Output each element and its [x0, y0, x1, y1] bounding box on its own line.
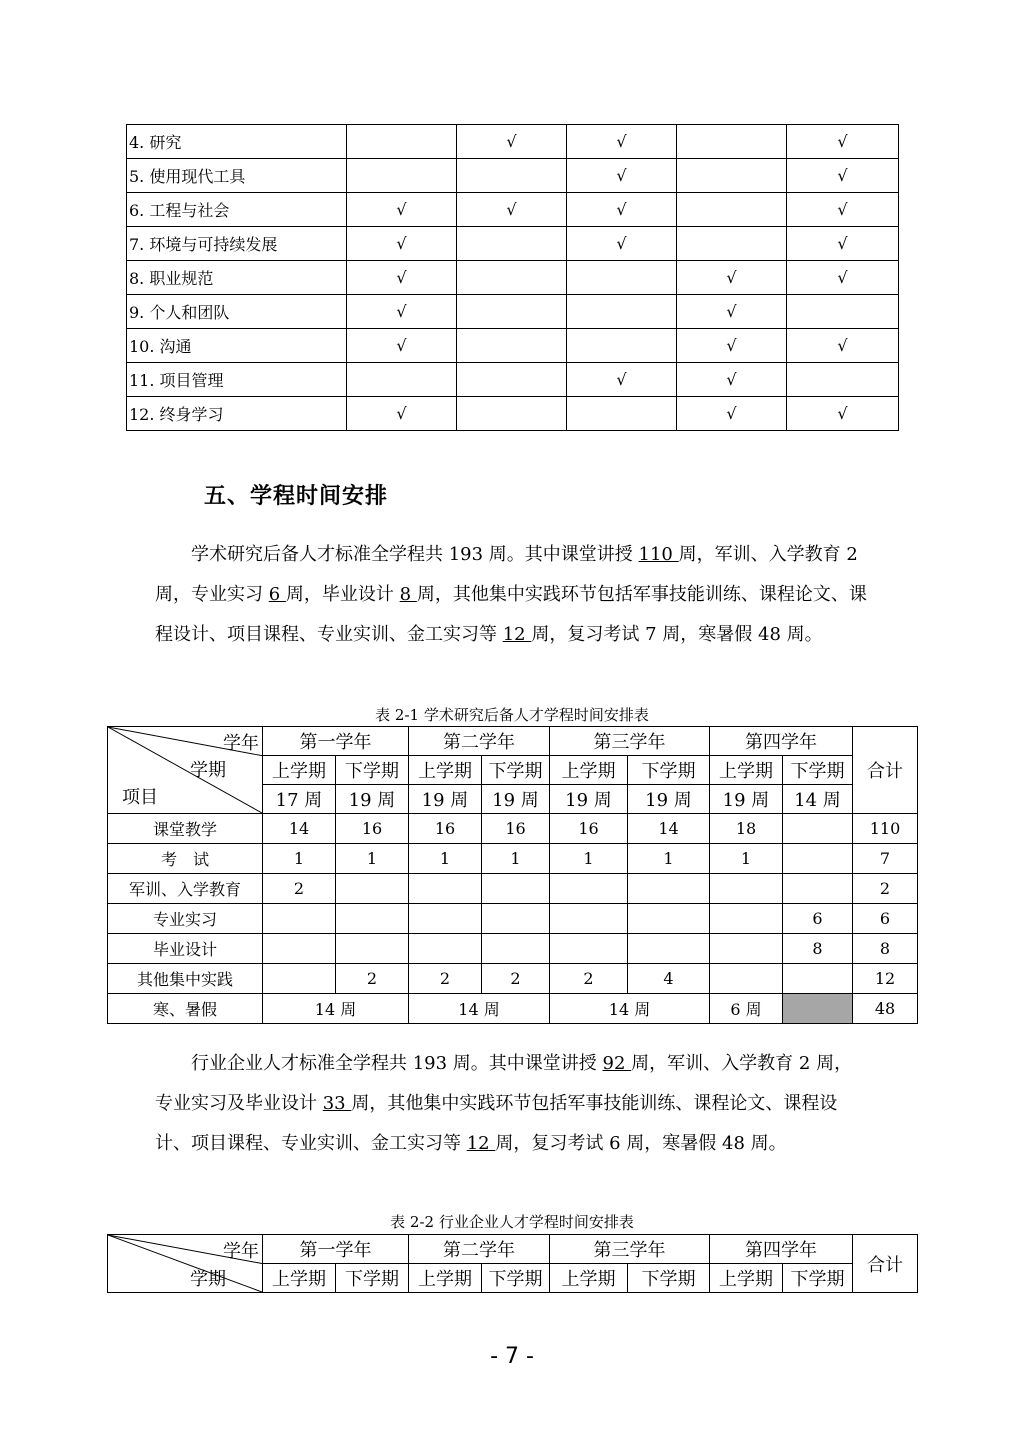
check-mark-cell: √ [787, 193, 899, 227]
year-header: 第二学年 [409, 1235, 550, 1264]
row-label: 寒、暑假 [108, 994, 263, 1024]
value-cell: 1 [336, 844, 409, 874]
check-mark-cell: √ [677, 261, 787, 295]
check-mark-cell [347, 363, 457, 397]
corner-label-item: 项目 [122, 787, 158, 808]
value-cell [783, 874, 853, 904]
check-mark-cell [567, 329, 677, 363]
outcome-label: 8. 职业规范 [127, 261, 347, 295]
term-header: 上学期 [710, 756, 783, 785]
value-cell [710, 934, 783, 964]
check-mark-cell [787, 363, 899, 397]
check-mark-cell [567, 397, 677, 431]
check-mark-cell [787, 295, 899, 329]
value-cell [409, 904, 482, 934]
year-header: 第三学年 [550, 727, 710, 756]
check-mark-cell [677, 159, 787, 193]
value-cell [550, 904, 628, 934]
value-cell [336, 934, 409, 964]
vacation-value-cell: 14 周 [550, 994, 710, 1024]
check-mark-cell: √ [787, 125, 899, 159]
value-cell: 2 [550, 964, 628, 994]
check-mark-cell [457, 329, 567, 363]
outcome-row [127, 227, 899, 261]
check-mark-cell [457, 159, 567, 193]
value-cell [336, 904, 409, 934]
week-count-header: 17 周 [263, 785, 336, 814]
check-mark-cell [677, 227, 787, 261]
row-total: 12 [853, 964, 918, 994]
check-mark-cell: √ [677, 363, 787, 397]
table-row [108, 934, 918, 964]
week-count-header: 19 周 [628, 785, 710, 814]
check-mark-cell [567, 295, 677, 329]
check-mark-cell [677, 125, 787, 159]
value-cell: 16 [409, 814, 482, 844]
value-cell: 8 [783, 934, 853, 964]
value-cell [710, 874, 783, 904]
table2-corner-cell [108, 1235, 263, 1293]
value-cell [263, 934, 336, 964]
check-mark-cell: √ [347, 261, 457, 295]
corner-label-year: 学年 [223, 1241, 259, 1262]
table-row-vacation [108, 994, 918, 1024]
check-mark-cell [567, 261, 677, 295]
value-cell [263, 904, 336, 934]
outcome-row [127, 295, 899, 329]
table2-caption: 表 2-2 行业企业人才学程时间安排表 [390, 1213, 634, 1231]
outcome-label: 10. 沟通 [127, 329, 347, 363]
outcome-row [127, 397, 899, 431]
outcome-row [127, 261, 899, 295]
check-mark-cell [347, 159, 457, 193]
outcome-label: 11. 项目管理 [127, 363, 347, 397]
check-mark-cell: √ [787, 261, 899, 295]
row-label: 考 试 [108, 844, 263, 874]
outcome-row [127, 125, 899, 159]
value-cell [409, 934, 482, 964]
value-cell: 2 [409, 964, 482, 994]
check-mark-cell: √ [677, 295, 787, 329]
check-mark-cell [677, 193, 787, 227]
row-label: 其他集中实践 [108, 964, 263, 994]
check-mark-cell: √ [457, 193, 567, 227]
year-header: 第四学年 [710, 727, 853, 756]
row-label: 毕业设计 [108, 934, 263, 964]
value-cell: 2 [263, 874, 336, 904]
check-mark-cell: √ [567, 125, 677, 159]
year-header: 第一学年 [263, 727, 409, 756]
value-cell: 1 [550, 844, 628, 874]
term-header: 下学期 [336, 756, 409, 785]
value-cell: 1 [710, 844, 783, 874]
table-row [108, 964, 918, 994]
value-cell [409, 874, 482, 904]
paragraph-academic-track: 学术研究后备人才标准全学程共 193 周。其中课堂讲授 110 周，军训、入学教育 2 周，专业实习 6 周，毕业设计 8 周，其他集中实践环节包括军事技能训练、课程论文、课程设计、项目课程、专业实训、金工实习等 12 周，复习考试 7 周，寒暑假 48 周。 [155, 544, 867, 645]
corner-label-term: 学期 [190, 760, 226, 781]
table-row [108, 814, 918, 844]
term-header: 上学期 [550, 1264, 628, 1293]
total-header: 合计 [853, 727, 918, 814]
term-header: 上学期 [263, 756, 336, 785]
value-cell [628, 904, 710, 934]
value-cell: 2 [482, 964, 550, 994]
outcome-row [127, 363, 899, 397]
value-cell [336, 874, 409, 904]
total-header: 合计 [853, 1235, 918, 1293]
outcome-label: 4. 研究 [127, 125, 347, 159]
row-label: 军训、入学教育 [108, 874, 263, 904]
term-header: 下学期 [628, 1264, 710, 1293]
vacation-value-cell: 14 周 [409, 994, 550, 1024]
schedule-table-academic [107, 726, 918, 1024]
value-cell: 1 [482, 844, 550, 874]
row-total: 110 [853, 814, 918, 844]
table1-corner-cell [108, 727, 263, 814]
value-cell [482, 904, 550, 934]
value-cell [710, 964, 783, 994]
check-mark-cell: √ [347, 193, 457, 227]
value-cell [482, 874, 550, 904]
term-header: 下学期 [336, 1264, 409, 1293]
vacation-value-cell: 6 周 [710, 994, 783, 1024]
outcome-label: 7. 环境与可持续发展 [127, 227, 347, 261]
term-header: 下学期 [482, 1264, 550, 1293]
check-mark-cell: √ [787, 159, 899, 193]
value-cell: 6 [783, 904, 853, 934]
table-row [108, 874, 918, 904]
value-cell: 1 [628, 844, 710, 874]
week-count-header: 19 周 [710, 785, 783, 814]
check-mark-cell: √ [347, 227, 457, 261]
value-cell [263, 964, 336, 994]
check-mark-cell: √ [567, 363, 677, 397]
value-cell: 16 [482, 814, 550, 844]
row-label: 课堂教学 [108, 814, 263, 844]
check-mark-cell: √ [787, 329, 899, 363]
section-heading: 五、学程时间安排 [204, 484, 389, 509]
check-mark-cell: √ [347, 295, 457, 329]
check-mark-cell: √ [567, 159, 677, 193]
schedule-table-industry [107, 1234, 918, 1293]
row-total: 2 [853, 874, 918, 904]
table-row [108, 904, 918, 934]
value-cell: 16 [336, 814, 409, 844]
value-cell [783, 814, 853, 844]
row-total: 48 [853, 994, 918, 1024]
value-cell [550, 874, 628, 904]
row-total: 7 [853, 844, 918, 874]
check-mark-cell: √ [347, 329, 457, 363]
term-header: 上学期 [409, 1264, 482, 1293]
value-cell [710, 904, 783, 934]
check-mark-cell [457, 227, 567, 261]
outcomes-matrix-table [126, 124, 899, 431]
term-header: 上学期 [550, 756, 628, 785]
outcome-label: 12. 终身学习 [127, 397, 347, 431]
row-total: 8 [853, 934, 918, 964]
year-header: 第三学年 [550, 1235, 710, 1264]
week-count-header: 19 周 [409, 785, 482, 814]
term-header: 上学期 [710, 1264, 783, 1293]
value-cell [550, 934, 628, 964]
check-mark-cell [457, 363, 567, 397]
check-mark-cell: √ [677, 329, 787, 363]
week-count-header: 19 周 [482, 785, 550, 814]
value-cell: 4 [628, 964, 710, 994]
term-header: 上学期 [263, 1264, 336, 1293]
outcome-row [127, 329, 899, 363]
page-number: - 7 - [490, 1344, 534, 1369]
term-header: 上学期 [409, 756, 482, 785]
table1-caption: 表 2-1 学术研究后备人才学程时间安排表 [375, 706, 649, 724]
value-cell [783, 844, 853, 874]
table-row [108, 844, 918, 874]
check-mark-cell: √ [567, 193, 677, 227]
term-header: 下学期 [783, 756, 853, 785]
value-cell: 14 [628, 814, 710, 844]
check-mark-cell: √ [787, 397, 899, 431]
outcome-row [127, 193, 899, 227]
outcome-label: 5. 使用现代工具 [127, 159, 347, 193]
term-header: 下学期 [482, 756, 550, 785]
shaded-empty-cell [783, 994, 853, 1024]
value-cell: 16 [550, 814, 628, 844]
week-count-header: 19 周 [550, 785, 628, 814]
term-header: 下学期 [783, 1264, 853, 1293]
year-header: 第四学年 [710, 1235, 853, 1264]
year-header: 第一学年 [263, 1235, 409, 1264]
week-count-header: 14 周 [783, 785, 853, 814]
term-header: 下学期 [628, 756, 710, 785]
value-cell: 1 [263, 844, 336, 874]
check-mark-cell [457, 261, 567, 295]
value-cell: 1 [409, 844, 482, 874]
corner-label-year: 学年 [223, 733, 259, 754]
value-cell [482, 934, 550, 964]
check-mark-cell: √ [347, 397, 457, 431]
value-cell: 18 [710, 814, 783, 844]
paragraph-industry-track: 行业企业人才标准全学程共 193 周。其中课堂讲授 92 周，军训、入学教育 2 周，专业实习及毕业设计 33 周，其他集中实践环节包括军事技能训练、课程论文、课程设计、项目课程、专业实训、金工实习等 12 周，复习考试 6 周，寒暑假 48 周。 [155, 1053, 853, 1154]
value-cell [628, 934, 710, 964]
outcome-row [127, 159, 899, 193]
check-mark-cell: √ [677, 397, 787, 431]
check-mark-cell: √ [457, 125, 567, 159]
row-total: 6 [853, 904, 918, 934]
row-label: 专业实习 [108, 904, 263, 934]
outcome-label: 6. 工程与社会 [127, 193, 347, 227]
check-mark-cell [457, 295, 567, 329]
corner-label-term: 学期 [190, 1269, 226, 1290]
week-count-header: 19 周 [336, 785, 409, 814]
value-cell: 2 [336, 964, 409, 994]
outcome-label: 9. 个人和团队 [127, 295, 347, 329]
check-mark-cell [347, 125, 457, 159]
check-mark-cell: √ [567, 227, 677, 261]
value-cell: 14 [263, 814, 336, 844]
check-mark-cell [457, 397, 567, 431]
check-mark-cell: √ [787, 227, 899, 261]
value-cell [628, 874, 710, 904]
vacation-value-cell: 14 周 [263, 994, 409, 1024]
year-header: 第二学年 [409, 727, 550, 756]
value-cell [783, 964, 853, 994]
